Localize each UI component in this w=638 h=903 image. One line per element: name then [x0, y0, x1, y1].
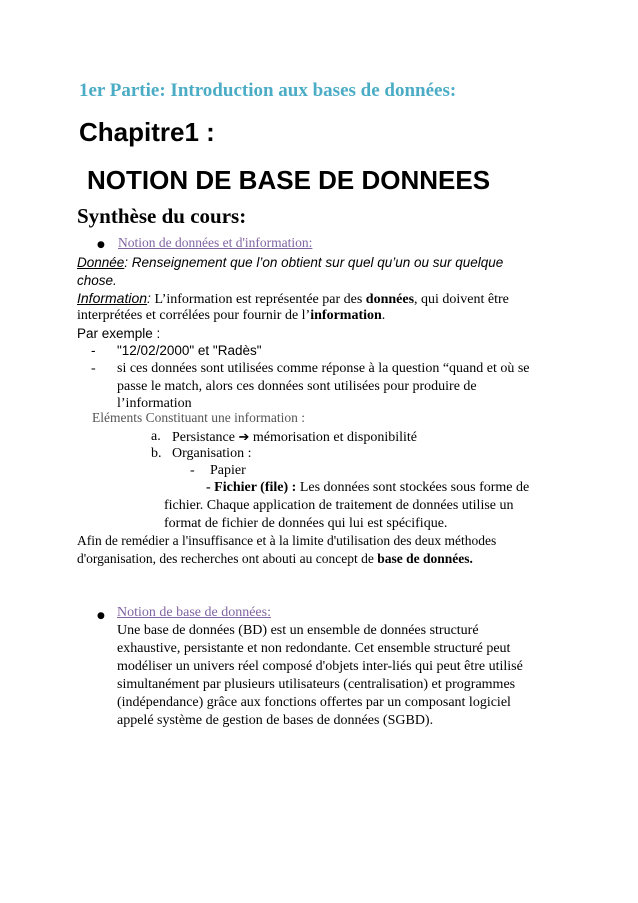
item-a-text-2: mémorisation et disponibilité [249, 430, 417, 445]
info2-text-c: . [381, 308, 386, 323]
papier-item: Papier [210, 463, 246, 478]
bdd-line: appelé système de gestion de bases de données (SGBD). [117, 713, 434, 728]
afin-line-1: Afin de remédier a l'insuffisance et à la limite d'utilisation des deux méthodes [77, 533, 497, 548]
bdd-line: simultanément par plusieurs utilisateurs (centralisation) et programmes [117, 677, 516, 692]
information-definition-2 [77, 308, 385, 324]
dash-marker: - [190, 463, 195, 478]
example-item-2-line1: si ces données sont utilisées comme réponse à la question “quand et où se [117, 361, 530, 376]
arrow-right-icon: ➔ [238, 429, 250, 444]
donnee-def-end: chose. [77, 273, 117, 288]
dash-marker: - [91, 343, 96, 358]
fichier-line-2: fichier. Chaque application de traitement de données utilise un [164, 498, 514, 513]
info-text-c: , qui doivent être [414, 292, 509, 307]
example-label: Par exemple : [77, 326, 161, 341]
example-item-1: "12/02/2000" et "Radès" [117, 343, 262, 358]
item-a [172, 429, 417, 446]
bdd-line: exhaustive, persistante et non redondante. Cet ensemble structuré peut [117, 641, 511, 656]
info-text-a: L’information est représentée par des [150, 292, 366, 307]
fichier-text-1: Les données sont stockées sous forme de [296, 480, 530, 495]
donnee-term: Donnée [77, 255, 125, 270]
info-text-donnees: données [365, 292, 415, 307]
information-colon: : [147, 290, 151, 306]
information-definition [77, 290, 509, 308]
item-a-text: Persistance [172, 430, 235, 445]
donnee-definition [77, 255, 503, 270]
information-term: Information [77, 290, 148, 306]
fichier-label: - Fichier (file) : [206, 480, 297, 495]
bdd-line: (indépendance) grâce aux fonctions offertes par un composant logiciel [117, 695, 511, 710]
afin-line-2 [77, 551, 473, 567]
chapter-number: Chapitre1 : [79, 117, 215, 147]
elements-label: Eléments Constituant une information : [92, 410, 305, 425]
notion-donnees-link[interactable]: Notion de données et d'information: [118, 235, 313, 250]
afin-text-bdd: base de données. [377, 551, 473, 566]
info2-text-information: information [310, 308, 382, 323]
bdd-line: Une base de données (BD) est un ensemble de données structuré [117, 623, 479, 638]
notion-bdd-link[interactable]: Notion de base de données: [117, 605, 271, 620]
part-title: 1er Partie: Introduction aux bases de données: [79, 80, 457, 101]
example-item-2-line3: l’information [117, 396, 192, 411]
bullet-icon: ● [97, 611, 105, 621]
chapter-title: NOTION DE BASE DE DONNEES [87, 165, 491, 195]
fichier-line-1 [206, 480, 529, 496]
info2-text-a: interprétées et corrélées pour fournir de l’ [77, 308, 311, 323]
item-a-marker: a. [151, 429, 161, 444]
fichier-line-3: format de fichier de données qui lui est spécifique. [164, 516, 448, 531]
synthese-heading: Synthèse du cours: [77, 204, 247, 228]
example-item-2-line2: passe le match, alors ces données sont utilisées pour produire de [117, 379, 477, 394]
donnee-def-text: : Renseignement que l’on obtient sur quel qu’un ou sur quelque [124, 255, 504, 270]
bdd-line: modéliser un univers réel composé d'objets inter-liés qui peut être utilisé [117, 659, 523, 674]
bullet-icon: ● [97, 240, 105, 250]
dash-marker: - [91, 361, 96, 376]
item-b-text: Organisation : [172, 446, 252, 461]
item-b-marker: b. [151, 446, 162, 461]
afin-text: d'organisation, des recherches ont abouti au concept de [77, 551, 378, 566]
